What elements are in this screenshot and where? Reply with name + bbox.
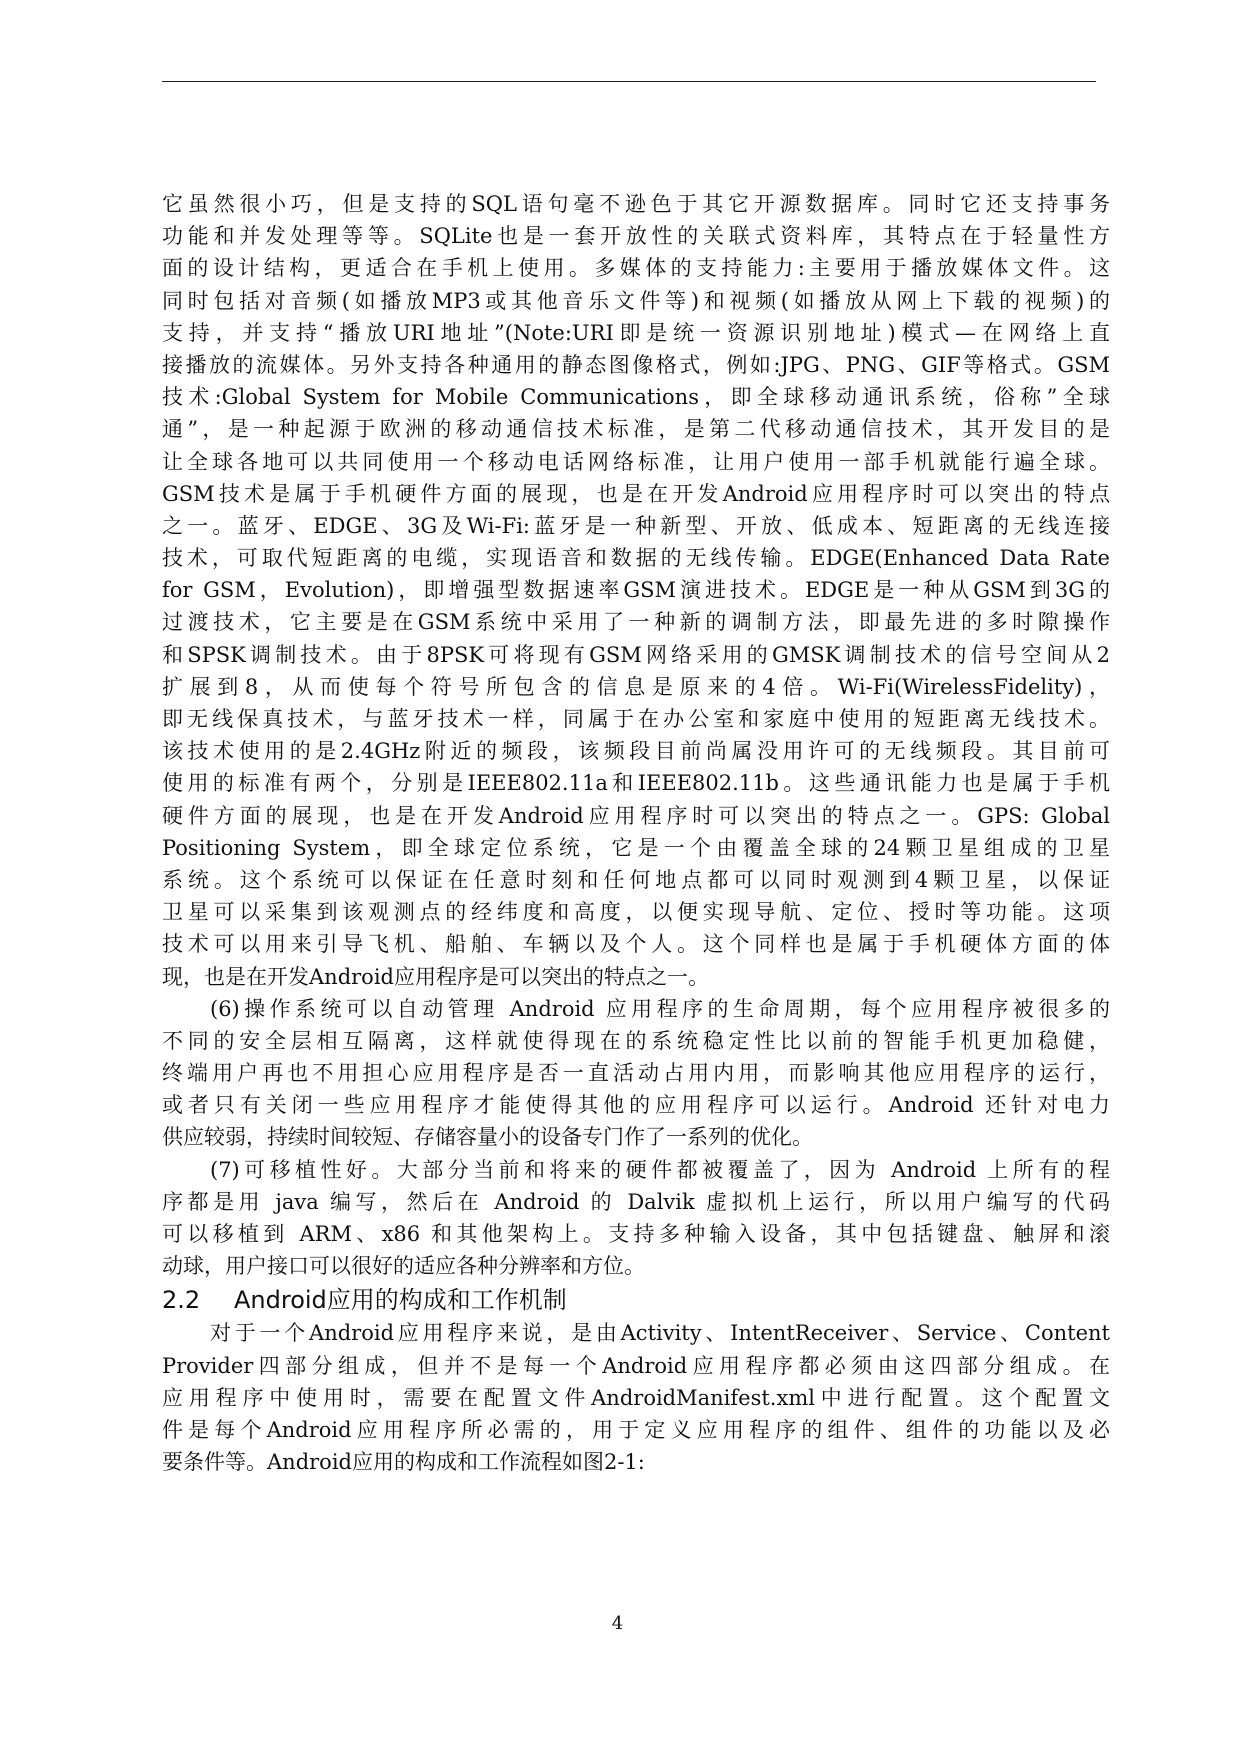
text-line: GSM技术是属于手机硬件方面的展现，也是在开发Android应用程序时可以突出的特点 (162, 481, 1110, 506)
text-line: 卫星可以采集到该观测点的经纬度和高度，以便实现导航、定位、授时等功能。这项 (162, 900, 1110, 925)
page-body (162, 188, 1110, 1478)
text-line: 系统。这个系统可以保证在任意时刻和任何地点都可以同时观测到4颗卫星，以保证 (162, 867, 1110, 892)
paragraph-portability (162, 1154, 1110, 1283)
text-line: 扩展到8，从而使每个符号所包含的信息是原来的4倍。Wi-Fi(WirelessFidelity)， (162, 674, 1110, 699)
text-line: 硬件方面的展现，也是在开发Android应用程序时可以突出的特点之一。GPS: Global (162, 803, 1110, 828)
text-line: 技术，可取代短距离的电缆，实现语音和数据的无线传输。EDGE(Enhanced Data Rate (162, 546, 1110, 571)
section-heading (162, 1283, 1110, 1317)
text-line: 要条件等。Android应用的构成和工作流程如图2-1: (162, 1450, 645, 1475)
text-line: 功能和并发处理等等。SQLite也是一套开放性的关联式资料库，其特点在于轻量性方 (162, 224, 1110, 249)
text-line: (7)可移植性好。大部分当前和将来的硬件都被覆盖了，因为 Android 上所有的程 (210, 1157, 1110, 1182)
text-line: 和SPSK调制技术。由于8PSK可将现有GSM网络采用的GMSK调制技术的信号空间从2 (162, 642, 1110, 667)
text-line: 过渡技术，它主要是在GSM系统中采用了一种新的调制方法，即最先进的多时隙操作 (162, 610, 1110, 635)
text-line: 技术可以用来引导飞机、船舶、车辆以及个人。这个同样也是属于手机硬体方面的体 (162, 932, 1110, 957)
text-line: (6)操作系统可以自动管理 Android 应用程序的生命周期，每个应用程序被很多的 (210, 996, 1110, 1021)
text-line: Positioning System，即全球定位系统，它是一个由覆盖全球的24颗卫星组成的卫星 (162, 835, 1110, 860)
text-line: 使用的标准有两个，分别是IEEE802.11a和IEEE802.11b。这些通讯能力也是属于手机 (162, 771, 1110, 796)
text-line: 序都是用 java 编写，然后在 Android 的 Dalvik 虚拟机上运行，所以用户编写的代码 (162, 1189, 1110, 1214)
section-number: 2.2 (162, 1286, 201, 1315)
page-number: 4 (611, 1613, 624, 1634)
text-line: 通”，是一种起源于欧洲的移动通信技术标准，是第二代移动通信技术，其开发目的是 (162, 417, 1110, 442)
text-line: 即无线保真技术，与蓝牙技术一样，同属于在办公室和家庭中使用的短距离无线技术。 (162, 707, 1110, 731)
text-line: 支持，并支持“播放URI地址”(Note:URI即是统一资源识别地址)模式—在网络上直 (162, 320, 1110, 345)
text-line: 件是每个Android应用程序所必需的，用于定义应用程序的组件、组件的功能以及必 (162, 1417, 1110, 1442)
paragraph-android-components (162, 1317, 1110, 1478)
text-line: 可以移植到 ARM、x86 和其他架构上。支持多种输入设备，其中包括键盘、触屏和滚 (162, 1222, 1110, 1246)
text-line: 让全球各地可以共同使用一个移动电话网络标准，让用户使用一部手机就能行遍全球。 (162, 449, 1110, 474)
text-line: 面的设计结构，更适合在手机上使用。多媒体的支持能力:主要用于播放媒体文件。这 (162, 256, 1110, 281)
text-line: 供应较弱，持续时间较短、存储容量小的设备专门作了一系列的优化。 (162, 1125, 813, 1150)
paragraph-sqlite-multimedia-gsm (162, 188, 1110, 993)
text-line: 或者只有关闭一些应用程序才能使得其他的应用程序可以运行。Android 还针对电力 (162, 1093, 1110, 1118)
text-line: 技术:Global System for Mobile Communications，即全球移动通讯系统，俗称”全球 (162, 385, 1110, 410)
text-line: 之一。蓝牙、EDGE、3G及Wi-Fi:蓝牙是一种新型、开放、低成本、短距离的无线连接 (162, 513, 1110, 538)
text-line: 终端用户再也不用担心应用程序是否一直活动占用内用，而影响其他应用程序的运行， (162, 1061, 1110, 1086)
text-line: 接播放的流媒体。另外支持各种通用的静态图像格式，例如:JPG、PNG、GIF等格式。GSM (162, 352, 1110, 377)
text-line: 同时包括对音频(如播放MP3或其他音乐文件等)和视频(如播放从网上下载的视频)的 (162, 288, 1110, 313)
header-rule (162, 81, 1096, 82)
text-line: 不同的安全层相互隔离，这样就使得现在的系统稳定性比以前的智能手机更加稳健， (162, 1028, 1110, 1053)
text-line: 它虽然很小巧，但是支持的SQL语句毫不逊色于其它开源数据库。同时它还支持事务 (162, 192, 1110, 216)
paragraph-lifecycle (162, 993, 1110, 1154)
text-line: 该技术使用的是2.4GHz附近的频段，该频段目前尚属没用许可的无线频段。其目前可 (162, 739, 1110, 764)
text-line: 现，也是在开发Android应用程序是可以突出的特点之一。 (162, 964, 709, 989)
text-line: Provider四部分组成，但并不是每一个Android应用程序都必须由这四部分组成。在 (162, 1353, 1110, 1378)
text-line: for GSM，Evolution)，即增强型数据速率GSM演进技术。EDGE是一种从GSM到3G的 (162, 578, 1110, 603)
text-line: 对于一个Android应用程序来说，是由Activity、IntentReceiver、Service、Content (210, 1321, 1110, 1346)
text-line: 应用程序中使用时，需要在配置文件AndroidManifest.xml中进行配置。这个配置文 (162, 1385, 1110, 1410)
text-line: 动球，用户接口可以很好的适应各种分辨率和方位。 (162, 1254, 645, 1279)
section-title: Android应用的构成和工作机制 (234, 1286, 567, 1315)
